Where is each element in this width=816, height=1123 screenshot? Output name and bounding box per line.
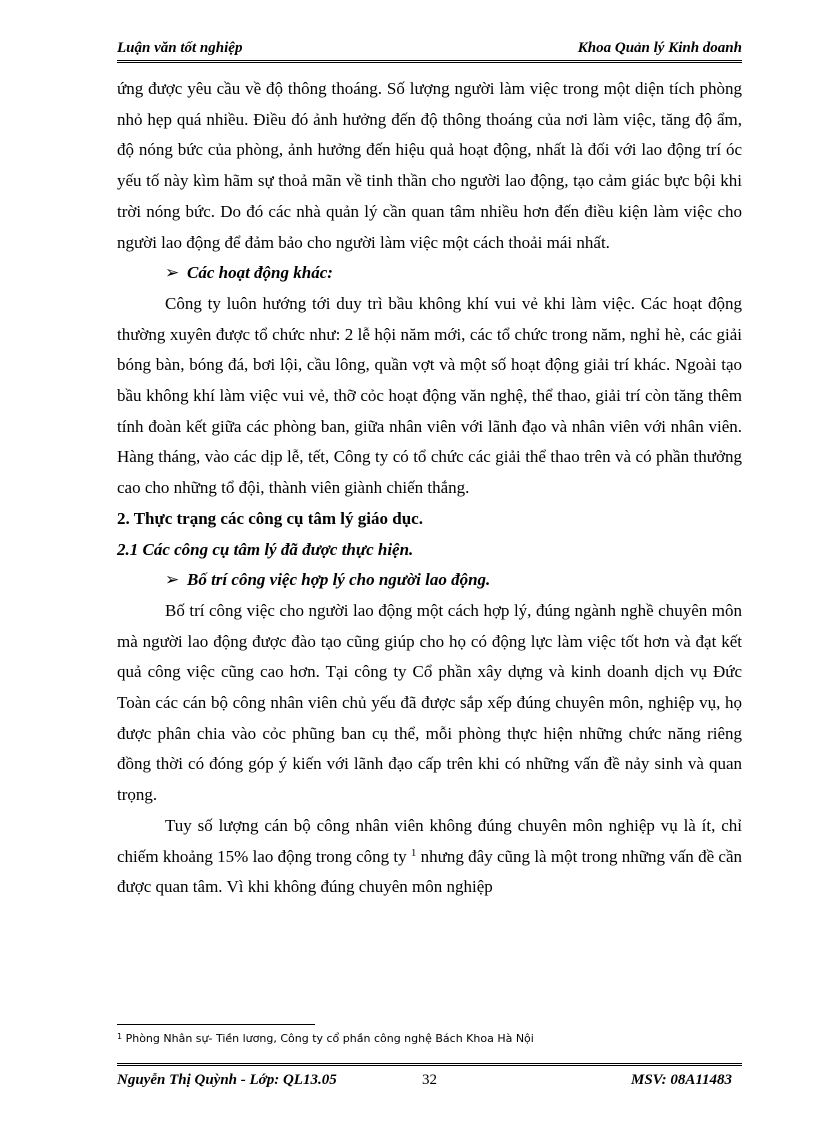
page-footer [117,1063,742,1092]
paragraph-2: Công ty luôn hướng tới duy trì bầu không khí vui vẻ khi làm việc. Các hoạt động thường xuyên được tổ chức như: 2 lễ hội năm mới, các tổ chức trong năm, nghỉ hè, các giải bóng bàn, bóng đá, bơi lội, cầu lông, quần vợt và một số hoạt động giải trí khác. Ngoài tạo bầu không khí làm việc vui vẻ, thỡ cỏc hoạt động văn nghệ, thể thao, giải trí còn tăng thêm tính đoàn kết giữa các phòng ban, giữa nhân viên với lãnh đạo và nhân viên với nhân viên. Hàng tháng, vào các dịp lễ, tết, Công ty có tổ chức các giải thể thao trên và có phần thưởng cao cho những tổ đội, thành viên giành chiến thắng. [117,293,742,498]
page-header [117,38,742,63]
bullet-job-arrangement [117,565,742,596]
bullet-text: Bố trí công việc hợp lý cho người lao động. [187,570,491,590]
paragraph-4-end: nhưng đây cũng là một trong những vấn đề cần được quan tâm. Vì khi không đúng chuyên môn nghiệp [117,846,742,897]
bullet-other-activities [117,258,742,289]
footer-author: Nguyễn Thị Quỳnh - Lớp: QL13.05 [117,1072,337,1088]
header-thesis-title: Luận văn tốt nghiệp [117,40,243,56]
footnote-reference[interactable]: 1 [410,846,417,859]
section-heading-2: 2. Thực trạng các công cụ tâm lý giáo dục. [117,508,423,528]
paragraph-4 [117,811,742,903]
paragraph-1: ứng được yêu cầu về độ thông thoáng. Số lượng người làm việc trong một diện tích phòng nhỏ hẹp quá nhiều. Điều đó ảnh hưởng đến độ thông thoáng của nơi làm việc, tăng độ ẩm, độ nóng bức của phòng, ảnh hưởng đến hiệu quả hoạt động, nhất là đối với lao động trí óc yếu tố này kìm hãm sự thoả mãn về tinh thần cho người lao động, tạo cảm giác bực bội khi trời nóng bức. Do đó các nhà quản lý cần quan tâm nhiều hơn đến điều kiện làm việc cho người lao động để đảm bảo cho người làm việc một cách thoải mái nhất. [117,79,742,252]
subsection-heading-2-1: 2.1 Các công cụ tâm lý đã được thực hiện. [117,539,414,559]
arrow-bullet-icon: ➢ [165,263,180,283]
header-faculty: Khoa Quản lý Kinh doanh [577,40,742,56]
footnote-text: Phòng Nhân sự- Tiền lương, Công ty cổ phần công nghệ Bách Khoa Hà Nội [122,1032,534,1045]
footer-student-id: MSV: 08A11483 [631,1072,732,1088]
page-number: 32 [422,1072,437,1088]
paragraph-3: Bố trí công việc cho người lao động một cách hợp lý, đúng ngành nghề chuyên môn mà người lao động được đào tạo cũng giúp cho họ có động lực làm việc tốt hơn và đạt kết quả công việc cũng cao hơn. Tại công ty Cổ phần xây dựng và kinh doanh dịch vụ Đức Toàn các cán bộ công nhân viên chủ yếu đã được sắp xếp đúng chuyên môn, nghiệp vụ, họ được phân chia vào cỏc phũng ban cụ thể, mỗi phòng thực hiện những chức năng riêng đồng thời có đóng góp ý kiến với lãnh đạo cấp trên khi có những vấn đề nảy sinh và quan trọng. [117,600,742,805]
footnote-mark: 1 [117,1032,123,1041]
arrow-bullet-icon: ➢ [165,570,180,590]
footnote-separator [117,1024,315,1025]
body-text [117,74,742,903]
bullet-text: Các hoạt động khác: [187,263,333,283]
paragraph-4-start: Tuy số lượng cán bộ công nhân viên không đúng chuyên môn nghiệp vụ là ít, chỉ chiếm khoảng 15% lao động trong công ty [117,815,742,866]
footnote [117,1032,534,1045]
